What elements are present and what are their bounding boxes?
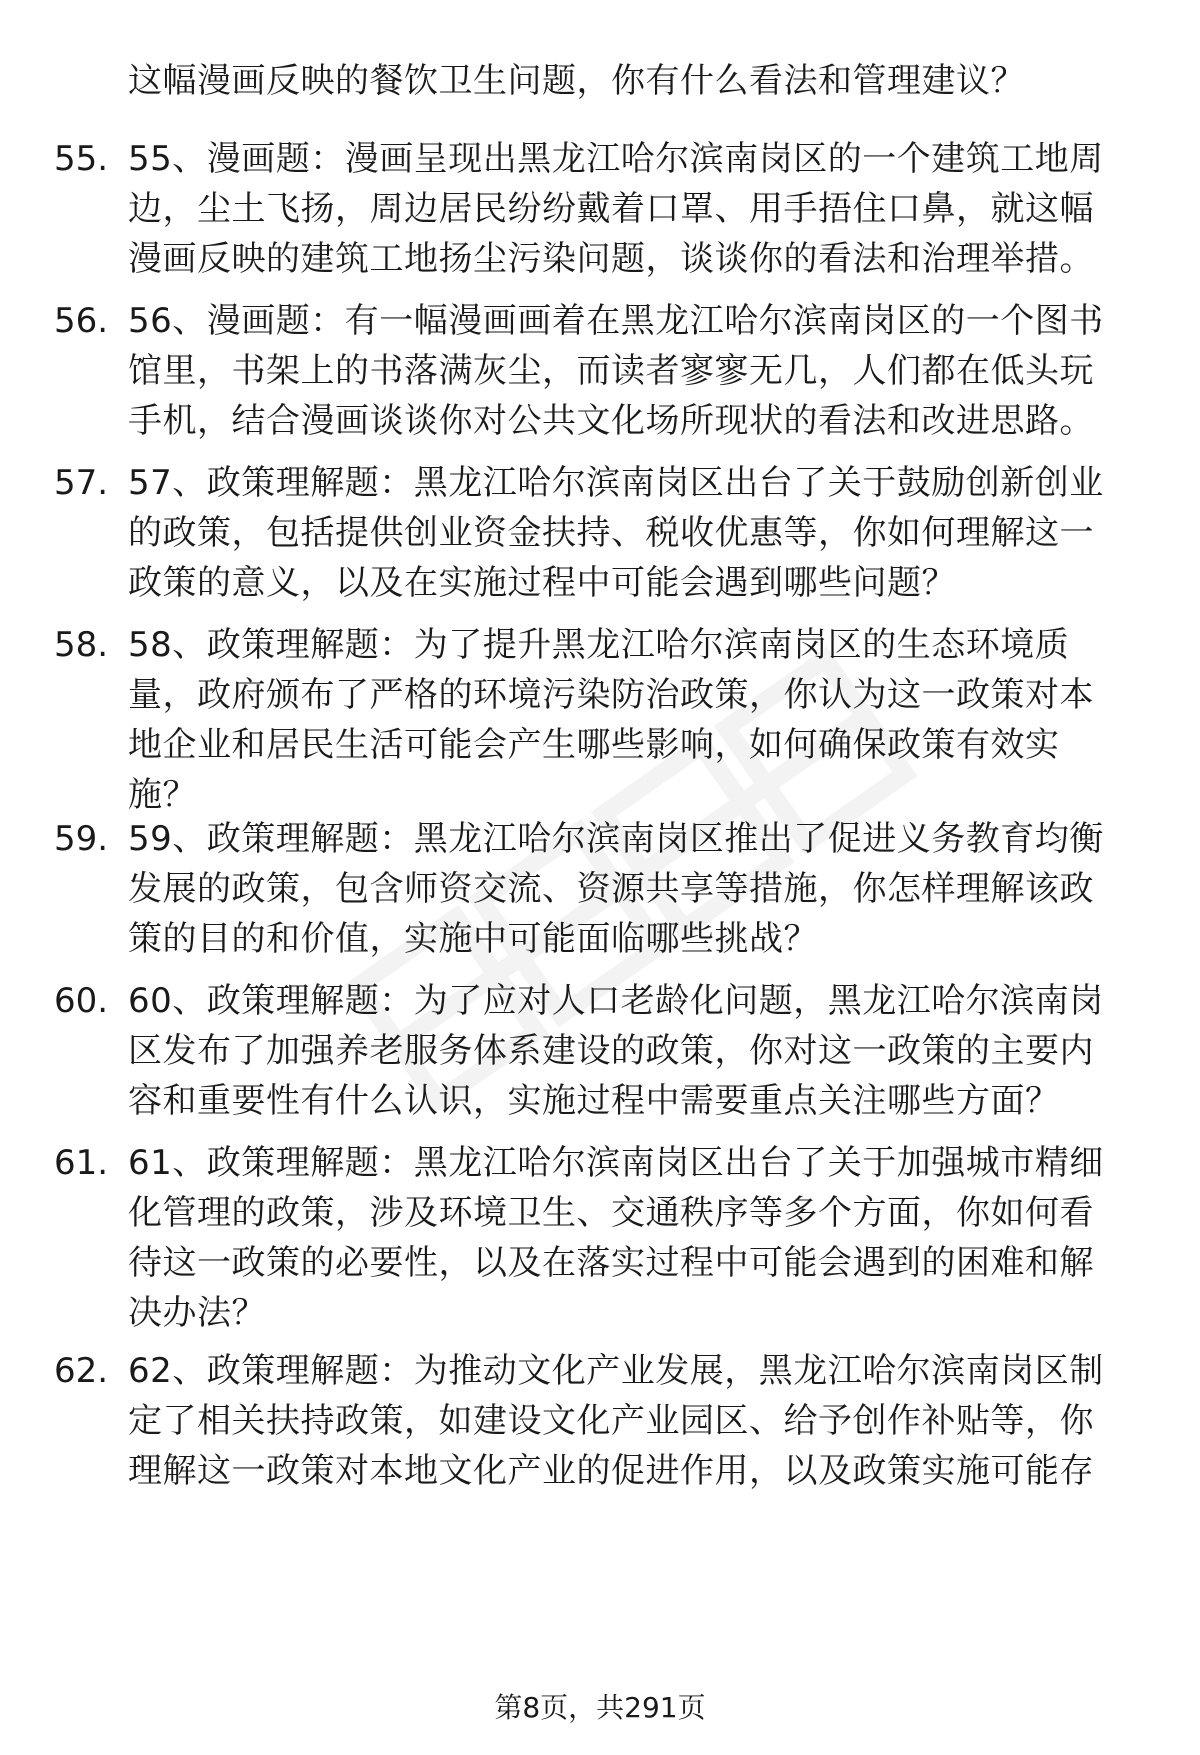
question-text-line: 边，尘土飞扬，周边居民纷纷戴着口罩、用手捂住口鼻，就这幅 [128, 189, 1094, 229]
question-text-line: 56、漫画题：有一幅漫画画着在黑龙江哈尔滨南岗区的一个图书 [128, 301, 1104, 341]
question-number: 61. [54, 1143, 109, 1183]
question-text [128, 134, 1138, 284]
question-text-line: 58、政策理解题：为了提升黑龙江哈尔滨南岗区的生态环境质 [128, 625, 1070, 665]
continued-question-text: 这幅漫画反映的餐饮卫生问题，你有什么看法和管理建议？ [128, 61, 1025, 101]
question-text-line: 60、政策理解题：为了应对人口老龄化问题，黑龙江哈尔滨南岗 [128, 981, 1104, 1021]
question-number: 57. [54, 463, 109, 503]
question-text-line: 决办法？ [128, 1293, 266, 1333]
question-text-line: 发展的政策，包含师资交流、资源共享等措施，你怎样理解该政 [128, 869, 1094, 909]
question-number: 62. [54, 1351, 109, 1391]
question-text-line: 策的目的和价值，实施中可能面临哪些挑战？ [128, 919, 818, 959]
question-text [128, 620, 1138, 820]
question-text-line: 手机，结合漫画谈谈你对公共文化场所现状的看法和改进思路。 [128, 401, 1094, 441]
question-number: 55. [54, 139, 109, 179]
question-text-line: 理解这一政策对本地文化产业的促进作用，以及政策实施可能存 [128, 1451, 1094, 1491]
question-text-line: 施？ [128, 775, 197, 815]
question-text-line: 容和重要性有什么认识，实施过程中需要重点关注哪些方面？ [128, 1081, 1060, 1121]
question-text-line: 漫画反映的建筑工地扬尘污染问题，谈谈你的看法和治理举措。 [128, 239, 1094, 279]
question-text-line: 待这一政策的必要性，以及在落实过程中可能会遇到的困难和解 [128, 1243, 1094, 1283]
question-text-line: 62、政策理解题：为推动文化产业发展，黑龙江哈尔滨南岗区制 [128, 1351, 1104, 1391]
page-number-footer: 第8页，共291页 [494, 1691, 706, 1724]
question-text-line: 57、政策理解题：黑龙江哈尔滨南岗区出台了关于鼓励创新创业 [128, 463, 1104, 503]
question-text [128, 1346, 1138, 1496]
question-number: 58. [54, 625, 109, 665]
question-text-line: 61、政策理解题：黑龙江哈尔滨南岗区出台了关于加强城市精细 [128, 1143, 1104, 1183]
question-text-line: 55、漫画题：漫画呈现出黑龙江哈尔滨南岗区的一个建筑工地周 [128, 139, 1104, 179]
question-number: 59. [54, 819, 109, 859]
question-text [128, 296, 1138, 446]
question-text [128, 1138, 1138, 1338]
question-text-line: 地企业和居民生活可能会产生哪些影响，如何确保政策有效实 [128, 725, 1060, 765]
question-text-line: 区发布了加强养老服务体系建设的政策，你对这一政策的主要内 [128, 1031, 1094, 1071]
question-text-line: 馆里，书架上的书落满灰尘，而读者寥寥无几，人们都在低头玩 [128, 351, 1094, 391]
question-text-line: 政策的意义，以及在实施过程中可能会遇到哪些问题？ [128, 563, 956, 603]
question-number: 60. [54, 981, 109, 1021]
question-text [128, 814, 1138, 964]
question-text-line: 的政策，包括提供创业资金扶持、税收优惠等，你如何理解这一 [128, 513, 1094, 553]
question-text-line: 59、政策理解题：黑龙江哈尔滨南岗区推出了促进义务教育均衡 [128, 819, 1104, 859]
question-text-line: 量，政府颁布了严格的环境污染防治政策，你认为这一政策对本 [128, 675, 1094, 715]
question-text-line: 化管理的政策，涉及环境卫生、交通秩序等多个方面，你如何看 [128, 1193, 1094, 1233]
question-number: 56. [54, 301, 109, 341]
question-text [128, 976, 1138, 1126]
question-text-line: 定了相关扶持政策，如建设文化产业园区、给予创作补贴等，你 [128, 1401, 1094, 1441]
question-text [128, 458, 1138, 608]
